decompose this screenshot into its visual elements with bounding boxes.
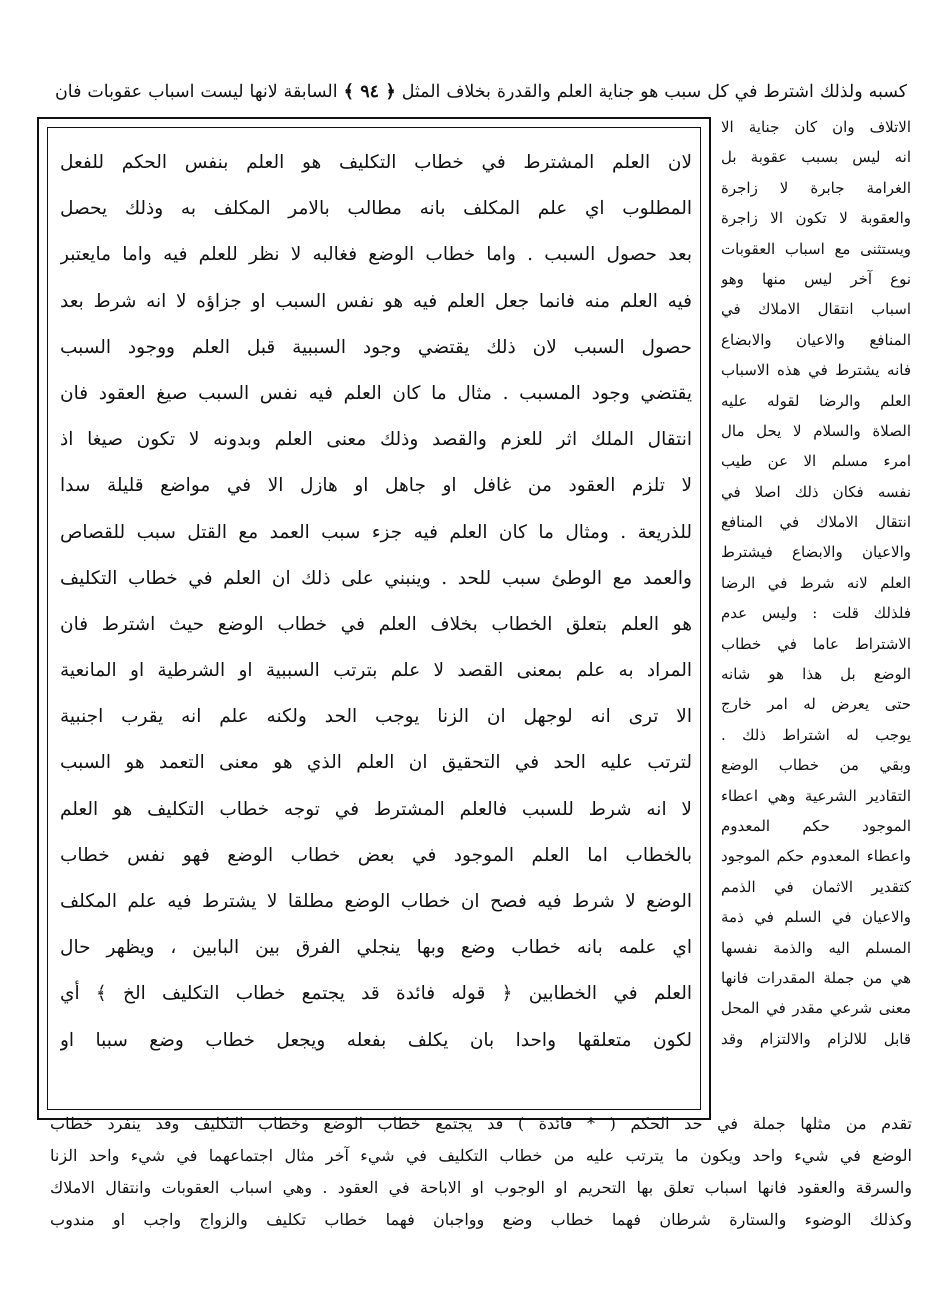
margin-text-line: العلم لانه شرط في الرضا [721,573,911,592]
margin-text-line: نفسه فكان ذلك اصلا في [721,482,911,501]
main-text-line: اي علمه بانه خطاب وضع وبها ينجلي الفرق بين البابين ، ويظهر حال [60,937,692,959]
margin-text-line: الصلاة والسلام لا يحل مال [721,421,911,440]
main-text-line: بالخطاب اما العلم الموجود في بعض خطاب الوضع فهو نفس خطاب [60,844,692,866]
main-text-line: الا ترى انه لوجهل ان الزنا يوجب الحد ولكنه علم انه يقرب اجنبية [60,706,692,728]
main-text-line: فيه العلم منه فانما جعل العلم فيه هو نفس السبب او جزاؤه لا انه شرط بعد [60,290,692,312]
marginal-commentary-column [721,112,911,1116]
main-text-line: للذريعة . ومثال ما كان العلم فيه جزء سبب العمد مع القتل سبب للقصاص [60,521,692,543]
main-text-line: المراد به علم بمعنى القصد لا علم بترتب السببية او الشرطية او المانعية [60,660,692,682]
margin-text-line: يوجب له اشتراط ذلك . [721,725,911,744]
main-text-line: العلم في الخطابين ﴿ قوله فائدة قد يجتمع خطاب التكليف الخ ﴾ أي [60,983,692,1005]
margin-text-line: فلذلك قلت : وليس عدم [721,604,911,623]
margin-text-line: انتقال الاملاك في المنافع [721,513,911,532]
main-text-line: لا تلزم العقود من غافل او جاهل او هازل الا في مواضع قليلة سدا [60,475,692,497]
main-text-line: لكون متعلقها واحدا بان يكلف بفعله ويجعل خطاب وضع سببا او [60,1029,692,1051]
margin-text-line: واعطاء المعدوم حكم الموجود [721,847,911,866]
margin-text-line: وبقي من خطاب الوضع [721,756,911,775]
main-text-line: هو العلم بتعلق الخطاب بخلاف العلم في خطاب الوضع حيث اشترط فان [60,613,692,635]
main-text-line: والعمد مع الوطئ سبب للحد . وينبني على ذلك ان العلم في خطاب التكليف [60,567,692,589]
margin-text-line: الاشتراط عاما في خطاب [721,634,911,653]
main-text-line: المطلوب اي علم المكلف بانه مطالب بالامر المكلف به وذلك يحصل [60,198,692,220]
main-text-line: حصول السبب لان ذلك يقتضي وجود السببية قبل العلم ووجود السبب [60,336,692,358]
page-header [55,70,907,114]
margin-text-line: كتقدير الاثمان في الذمم [721,877,911,896]
margin-text-line: المنافع والاعيان والابضاع [721,330,911,349]
margin-text-line: اسباب انتقال الاملاك في [721,300,911,319]
bottom-text-line: الوضع في شيء واحد ويكون ما يترتب عليه من خطاب التكليف في شيء آخر مثال اجتماعهما في شيء واحد الزنا [50,1146,912,1165]
margin-text-line: نوع آخر ليس منها وهو [721,269,911,288]
bottom-text-line: والسرقة والعقود فانها اسباب تعلق بها التحريم او الوجوب او الاباحة في العقود . وهي اسباب العقوبات وانتقال الاملاك [50,1178,912,1197]
margin-text-line: والاعيان في السلم في ذمة [721,908,911,927]
main-text-line: يقتضي وجود المسبب . مثال ما كان العلم فيه نفس السبب صيغ العقود فان [60,382,692,404]
margin-text-line: الغرامة جابرة لا زاجرة [721,178,911,197]
main-text-line: بعد حصول السبب . واما خطاب الوضع فغالبه لا نظر للعلم فيه واما مايعتبر [60,244,692,266]
bottom-commentary-block [50,1108,912,1274]
main-text-line: لترتب عليه الحد في التحقيق ان العلم الذي هو معنى التعمد هو السبب [60,752,692,774]
main-text-line: الوضع لا شرط فيه فصح ان خطاب الوضع مطلقا لا يشترط فيه علم المكلف [60,891,692,912]
margin-text-line: هي من جملة المقدرات فانها [721,968,911,987]
margin-text-line: التقادير الشرعية وهي اعطاء [721,786,911,805]
main-text-line: لان العلم المشترط في خطاب التكليف هو العلم بنفس الحكم للفعل [60,152,692,173]
margin-text-line: والعقوبة لا تكون الا زاجرة [721,209,911,228]
page-number: ﴿ ٩٤ ﴾ [343,82,396,102]
margin-text-line: والاعيان والابضاع فيشترط [721,543,911,562]
margin-text-line: حتى يعرض له امر خارج [721,695,911,714]
margin-text-line: معنى شرعي مقدر في المحل [721,999,911,1018]
main-text-line: انتقال الملك اثر للعزم والقصد وذلك معنى العلم وبدونه لا تكون صيغا اذ [60,429,692,451]
margin-text-line: فانه يشترط في هذه الاسباب [721,361,911,380]
header-left-text: السابقة لانها ليست اسباب عقوبات فان [55,82,338,102]
margin-text-line: المسلم اليه والذمة نفسها [721,938,911,957]
bottom-text-line: وكذلك الوضوء والستارة شرطان فهما خطاب وضع وواجبان فهما خطاب تكليف والزواج واجب او مندوب [50,1210,912,1229]
margin-text-line: ويستثنى مع اسباب العقوبات [721,239,911,258]
main-text-block [60,140,692,1110]
main-text-line: لا انه شرط للسبب فالعلم المشترط في توجه خطاب التكليف هو العلم [60,798,692,820]
header-right-text: كسبه ولذلك اشترط في كل سبب هو جناية العلم والقدرة بخلاف المثل [401,82,907,102]
margin-text-line: الاتلاف وان كان جناية الا [721,118,911,136]
margin-text-line: العلم والرضا لقوله عليه [721,391,911,410]
margin-text-line: الموجود حكم المعدوم [721,816,911,835]
margin-text-line: امرء مسلم الا عن طيب [721,452,911,471]
margin-text-line: انه ليس بسبب عقوبة بل [721,148,911,167]
margin-text-line: الوضع بل هذا هو شانه [721,665,911,684]
margin-text-line: قابل للالزام والالتزام وقد [721,1029,911,1048]
bottom-text-line: تقدم من مثلها جملة في حد الحكم ( * فائدة ) قد يجتمع خطاب الوضع وخطاب التكليف وقد ينفرد خطاب [50,1114,912,1133]
